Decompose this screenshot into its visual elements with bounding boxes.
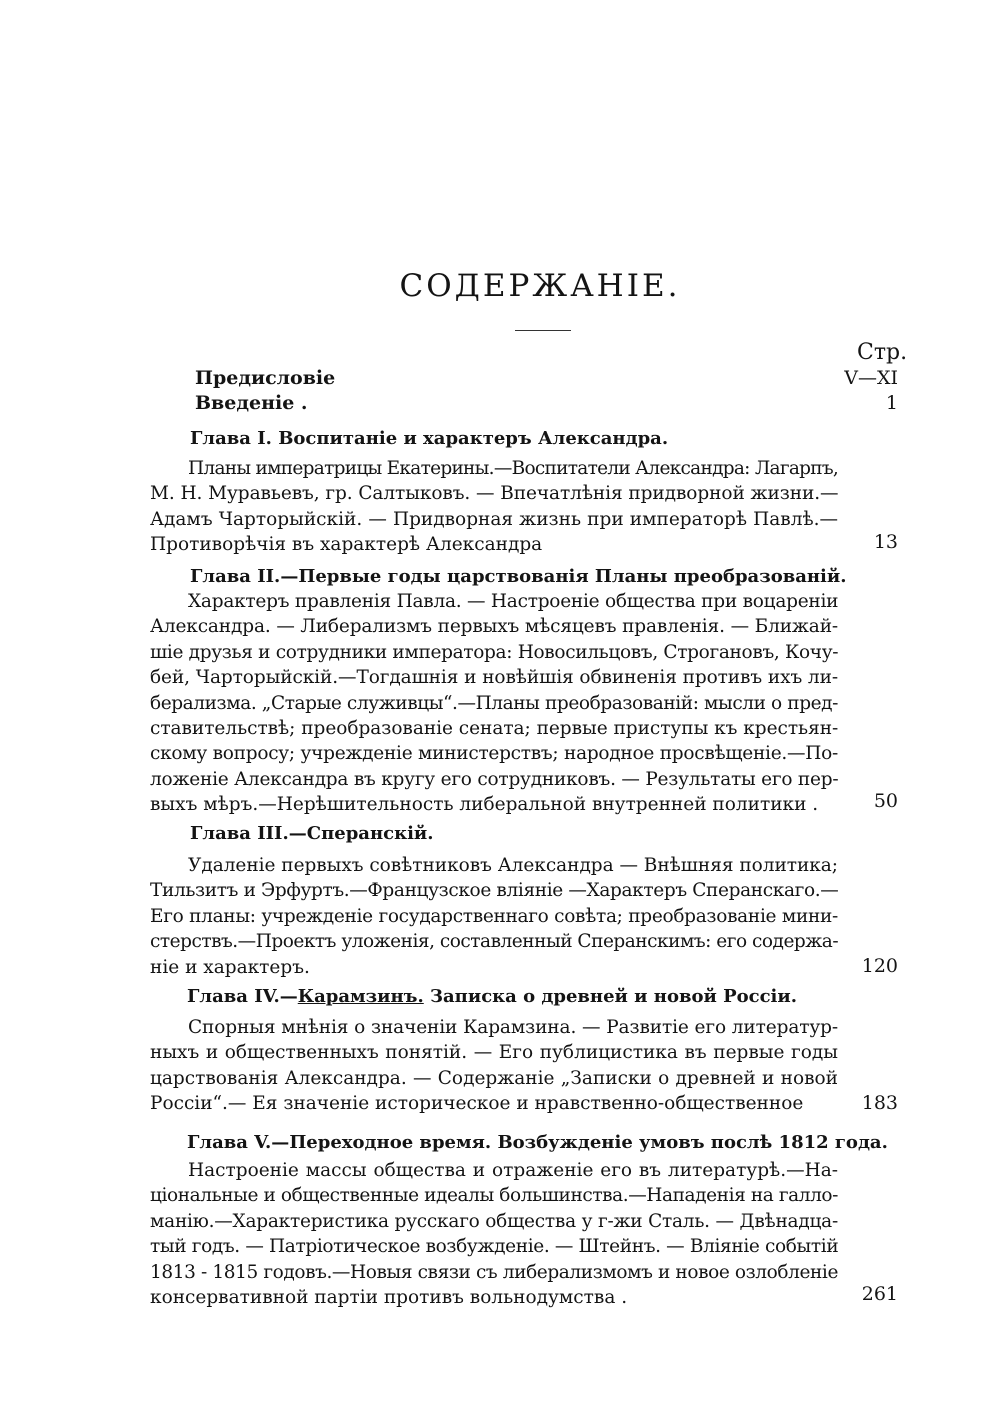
summary-line: тый годъ. — Патріотическое возбужденіе. — Штейнъ. — Вліяніе событій — [150, 1236, 839, 1258]
summary-line: консервативной партіи противъ вольнодумства . — [150, 1287, 628, 1309]
chapter-5-heading — [187, 1132, 888, 1153]
summary-line: берализма. „Старые служивцы“.—Планы преобразованій: мысли о пред- — [150, 692, 838, 714]
summary-line: бей, Чарторыйскій.—Тогдашнія и новѣйшія обвиненія противъ ихъ ли- — [150, 667, 838, 689]
chapter-3-summary — [150, 853, 838, 980]
chapter-3-title: Сперанскій. — [306, 823, 434, 844]
summary-line: Планы императрицы Екатерины.—Воспитатели Александра: Лагарпъ, — [188, 458, 839, 479]
summary-line: Его планы: учрежденіе государственнаго совѣта; преобразованіе мини- — [150, 905, 838, 927]
summary-line: стерствъ.—Проектъ уложенія, составленный Сперанскимъ: его содержа- — [150, 931, 839, 953]
chapter-5-title: Переходное время. Возбужденіе умовъ послѣ 1812 года. — [289, 1132, 888, 1153]
chapter-2-summary — [150, 589, 838, 818]
summary-line: манію.—Характеристика русскаго общества у г-жи Сталь. — Двѣнадца- — [150, 1210, 838, 1232]
summary-line: Александра. — Либерализмъ первыхъ мѣсяцевъ правленія. — Ближай- — [150, 616, 838, 638]
chapter-4-title: Записка о древней и новой Россіи. — [430, 986, 797, 1007]
chapter-3-number: Глава III.— — [190, 823, 307, 844]
title-divider — [515, 330, 571, 331]
chapter-1-heading — [190, 428, 668, 449]
chapter-4-summary — [150, 1015, 838, 1117]
chapter-1-title: Воспитаніе и характеръ Александра. — [278, 428, 669, 449]
summary-line: М. Н. Муравьевъ, гр. Салтыковъ. — Впечатлѣнія придворной жизни.— — [150, 483, 839, 505]
chapter-1-number: Глава I. — [190, 428, 272, 449]
chapter-4-number: Глава IV.— — [187, 986, 298, 1007]
summary-line: ложеніе Александра въ кругу его сотрудниковъ. — Результаты его пер- — [150, 768, 839, 790]
toc-entry-preface: Предисловіе — [195, 367, 336, 389]
chapter-5-page: 261 — [861, 1283, 898, 1305]
summary-line: выхъ мѣръ.—Нерѣшительность либеральной внутренней политики . — [150, 794, 819, 816]
chapter-5-summary — [150, 1158, 838, 1310]
chapter-4-title-underlined: Карамзинъ. — [297, 986, 424, 1007]
chapter-3-page: 120 — [861, 955, 898, 977]
summary-line: ставительствѣ; преобразованіе сената; первые приступы къ крестьян- — [150, 718, 839, 740]
summary-line: Тильзитъ и Эрфуртъ.—Французское вліяніе —Характеръ Сперанскаго.— — [150, 880, 839, 902]
summary-line: Удаленіе первыхъ совѣтниковъ Александра — Внѣшняя политика; — [188, 855, 838, 876]
page-column-header: Стр. — [857, 340, 908, 365]
summary-line: шіе друзья и сотрудники императора: Новосильцовъ, Строгановъ, Кочу- — [150, 641, 839, 663]
summary-line: Спорныя мнѣнія о значеніи Карамзина. — Развитіе его литератур- — [188, 1017, 838, 1038]
chapter-2-heading — [190, 566, 847, 587]
chapter-4-heading — [187, 986, 797, 1007]
summary-line: ніе и характеръ. — [150, 956, 310, 978]
chapter-2-page: 50 — [873, 790, 898, 812]
chapter-1-page: 13 — [873, 531, 898, 553]
summary-line: ціональные и общественные идеалы большинства.—Нападенія на галло- — [150, 1185, 838, 1207]
summary-line: Россіи“.— Ея значеніе историческое и нравственно-общественное — [150, 1093, 804, 1115]
chapter-4-page: 183 — [861, 1092, 898, 1114]
summary-line: Адамъ Чарторыйскій. — Придворная жизнь при императорѣ Павлѣ.— — [150, 508, 838, 530]
summary-line: 1813 - 1815 годовъ.—Новыя связи съ либерализмомъ и новое озлобленіе — [150, 1261, 838, 1283]
chapter-3-heading — [190, 823, 434, 844]
toc-page-introduction: 1 — [885, 392, 898, 414]
summary-line: Характеръ правленія Павла. — Настроеніе общества при воцареніи — [188, 591, 839, 612]
summary-line: Противорѣчія въ характерѣ Александра — [150, 534, 543, 556]
toc-entry-introduction: Введеніе . — [195, 392, 308, 414]
page-title: СОДЕРЖАНІЕ. — [399, 268, 681, 304]
summary-line: царствованія Александра. — Содержаніе „Записки о древней и новой — [150, 1067, 838, 1089]
toc-page-preface: V—XI — [844, 367, 898, 389]
chapter-1-summary — [150, 456, 838, 558]
summary-line: скому вопросу; учрежденіе министерствъ; народное просвѣщеніе.—По- — [150, 743, 838, 765]
summary-line: ныхъ и общественныхъ понятій. — Его публицистика въ первые годы — [150, 1042, 838, 1064]
chapter-2-number: Глава II.— — [190, 566, 299, 587]
chapter-5-number: Глава V.— — [187, 1132, 290, 1153]
chapter-2-title: Первые годы царствованія Планы преобразованій. — [298, 566, 847, 587]
summary-line: Настроеніе массы общества и отраженіе его въ литературѣ.—На- — [188, 1160, 838, 1181]
